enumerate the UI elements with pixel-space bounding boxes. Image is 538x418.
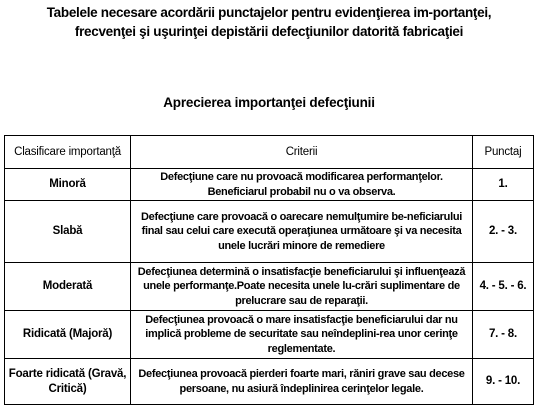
score-cell: 7. - 8. [473,311,534,359]
table-header-row [5,136,534,169]
importance-table [4,135,534,405]
classification-cell: Moderată [5,263,131,311]
header-criteria: Criterii [131,136,473,169]
table-row [5,311,534,359]
score-cell: 4. - 5. - 6. [473,263,534,311]
table-row [5,201,534,263]
score-cell: 1. [473,169,534,201]
table-row [5,169,534,201]
table-row [5,359,534,405]
classification-cell: Ridicată (Majoră) [5,311,131,359]
score-cell: 2. - 3. [473,201,534,263]
score-cell: 9. - 10. [473,359,534,405]
criteria-cell: Defecţiunea determină o insatisfacţie beneficiarului şi influenţează unele performanţe.Poate necesita unele lu-crări suplimentare de prelucrare sau de reparaţii. [131,263,473,311]
section-title: Aprecierea importanţei defecţiunii [163,95,375,110]
criteria-cell: Defecţiunea provoacă pierderi foarte mari, răniri grave sau decese persoane, nu asiură îndeplinirea cerinţelor legale. [131,359,473,405]
table-row [5,263,534,311]
criteria-cell: Defecţiune care nu provoacă modificarea performanţelor. Beneficiarul probabil nu o va observa. [131,169,473,201]
classification-cell: Minoră [5,169,131,201]
classification-cell: Slabă [5,201,131,263]
header-classification: Clasificare importanţă [5,136,131,169]
document-title: Tabelele necesare acordării punctajelor pentru evidenţierea im-portanţei, frecvenţei şi uşurinţei depistării defecţiunilor datorită fabricaţiei [46,5,492,39]
classification-cell: Foarte ridicată (Gravă, Critică) [5,359,131,405]
header-score: Punctaj [473,136,534,169]
criteria-cell: Defecţiune care provoacă o oarecare nemulţumire be-neficiarului final sau celui care execută operaţiunea următoare şi va necesita unele lucrări minore de remediere [131,201,473,263]
criteria-cell: Defecţiunea provoacă o mare insatisfacţie beneficiarului dar nu implică probleme de securitate sau neîndeplini-rea unor cerinţe reglementate. [131,311,473,359]
